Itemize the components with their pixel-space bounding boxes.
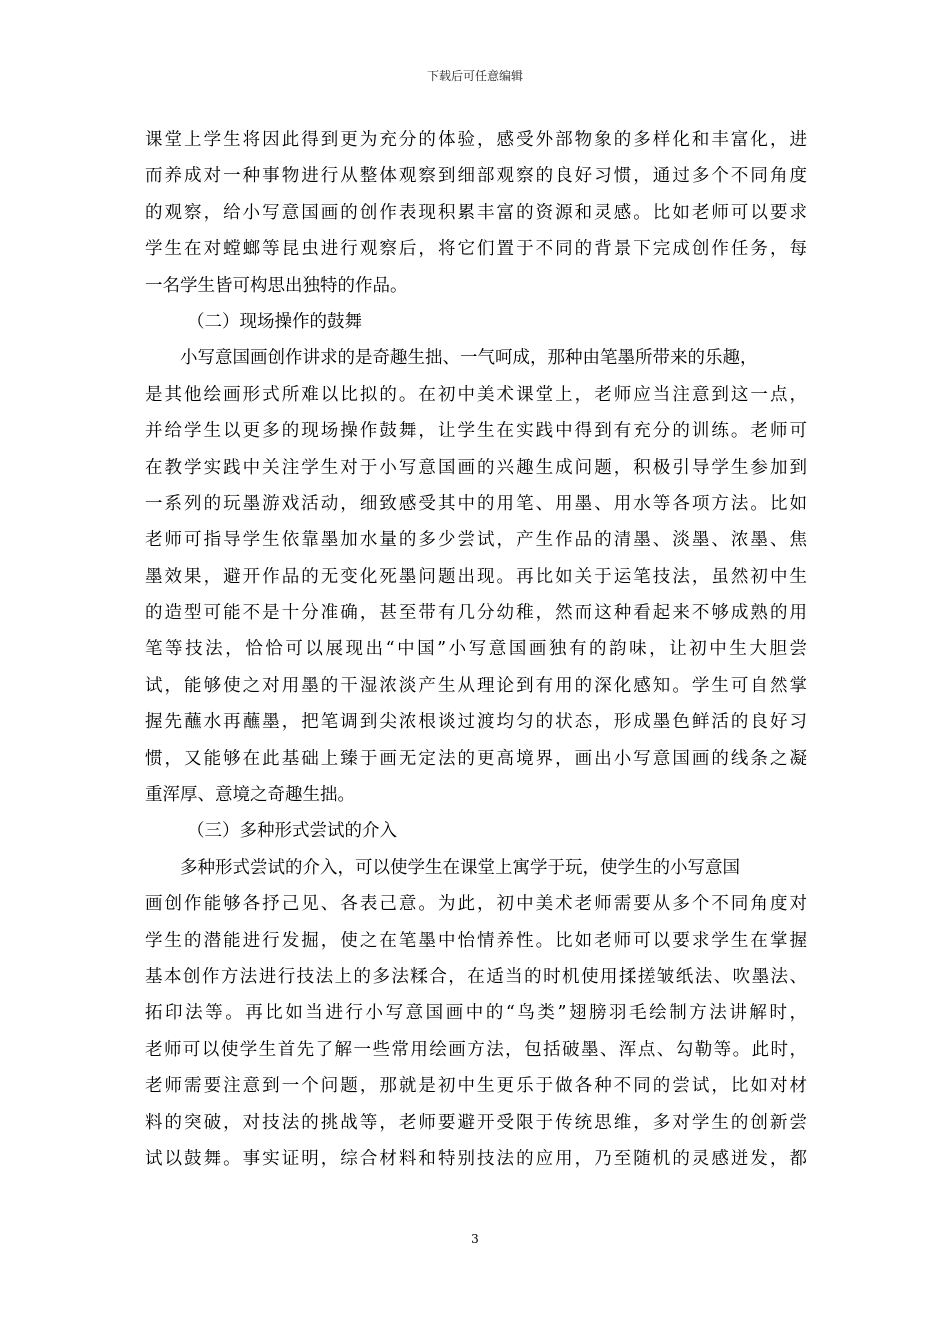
text-line: 并给学生以更多的现场操作鼓舞，让学生在实践中得到有充分的训练。老师可 bbox=[145, 421, 807, 442]
text-line: 试，能够使之对用墨的干湿浓淡产生从理论到有用的深化感知。学生可自然掌 bbox=[145, 675, 807, 696]
text-line: 而养成对一种事物进行从整体观察到细部观察的良好习惯，通过多个不同角度 bbox=[145, 166, 807, 187]
text-line: 在教学实践中关注学生对于小写意国画的兴趣生成问题，积极引导学生参加到 bbox=[145, 457, 807, 478]
text-line: 学生的潜能进行发掘，使之在笔墨中怡情养性。比如老师可以要求学生在掌握 bbox=[145, 930, 807, 951]
text-line: 画创作能够各抒己见、各表己意。为此，初中美术老师需要从多个不同角度对 bbox=[145, 894, 807, 915]
text-line: 学生在对螳螂等昆虫进行观察后，将它们置于不同的背景下完成创作任务，每 bbox=[145, 239, 807, 260]
page-header: 下载后可任意编辑 bbox=[426, 69, 523, 83]
text-line: 一系列的玩墨游戏活动，细致感受其中的用笔、用墨、用水等各项方法。比如 bbox=[145, 493, 807, 514]
section-heading: （三）多种形式尝试的介入 bbox=[187, 821, 397, 842]
text-line: 多种形式尝试的介入，可以使学生在课堂上寓学于玩，使学生的小写意国 bbox=[180, 857, 740, 878]
text-line: 的造型可能不是十分准确，甚至带有几分幼稚，然而这种看起来不够成熟的用 bbox=[145, 603, 807, 624]
text-line: 试以鼓舞。事实证明，综合材料和特别技法的应用，乃至随机的灵感迸发，都 bbox=[145, 1148, 807, 1169]
text-line: 老师需要注意到一个问题，那就是初中生更乐于做各种不同的尝试，比如对材 bbox=[145, 1076, 807, 1097]
text-line: 一名学生皆可构思出独特的作品。 bbox=[145, 275, 408, 296]
text-line: 小写意国画创作讲求的是奇趣生拙、一气呵成，那种由笔墨所带来的乐趣， bbox=[180, 348, 758, 369]
text-line: 重浑厚、意境之奇趣生拙。 bbox=[145, 785, 355, 806]
text-line: 老师可以使学生首先了解一些常用绘画方法，包括破墨、浑点、勾勒等。此时， bbox=[145, 1039, 807, 1060]
text-line: 老师可指导学生依靠墨加水量的多少尝试，产生作品的清墨、淡墨、浓墨、焦 bbox=[145, 530, 807, 551]
text-line: 是其他绘画形式所难以比拟的。在初中美术课堂上，老师应当注意到这一点， bbox=[145, 384, 807, 405]
text-line: 料的突破，对技法的挑战等，老师要避开受限于传统思维，多对学生的创新尝 bbox=[145, 1112, 807, 1133]
text-line: 笔等技法，恰恰可以展现出“中国”小写意国画独有的韵味，让初中生大胆尝 bbox=[145, 639, 807, 660]
text-line: 基本创作方法进行技法上的多法糅合，在适当的时机使用揉搓皱纸法、吹墨法、 bbox=[145, 966, 807, 987]
text-line: 的观察，给小写意国画的创作表现积累丰富的资源和灵感。比如老师可以要求 bbox=[145, 202, 807, 223]
section-heading: （二）现场操作的鼓舞 bbox=[187, 311, 362, 332]
document-body bbox=[145, 122, 807, 1177]
text-line: 墨效果，避开作品的无变化死墨问题出现。再比如关于运笔技法，虽然初中生 bbox=[145, 566, 807, 587]
text-line: 课堂上学生将因此得到更为充分的体验，感受外部物象的多样化和丰富化，进 bbox=[145, 130, 807, 150]
text-line: 握先蘸水再蘸墨，把笔调到尖浓根谈过渡均匀的状态，形成墨色鲜活的良好习 bbox=[145, 712, 807, 733]
page-number: 3 bbox=[471, 1232, 479, 1246]
text-line: 拓印法等。再比如当进行小写意国画中的“鸟类”翅膀羽毛绘制方法讲解时， bbox=[145, 1003, 807, 1024]
text-line: 惯，又能够在此基础上臻于画无定法的更高境界，画出小写意国画的线条之凝 bbox=[145, 748, 807, 769]
